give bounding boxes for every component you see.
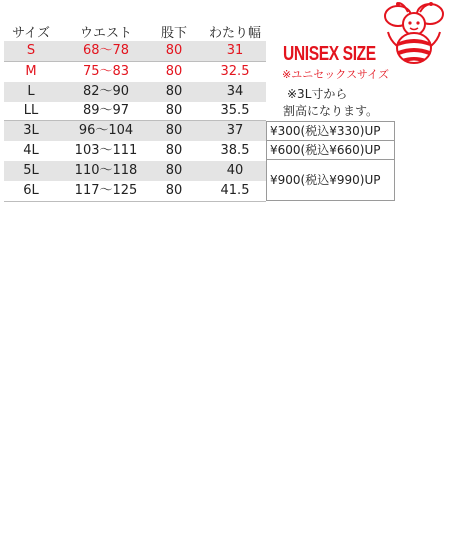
- cell-thigh: 38.5: [220, 143, 250, 158]
- table-row: [4, 181, 266, 201]
- cell-thigh: 34: [226, 84, 244, 99]
- cell-thigh: 40: [226, 163, 244, 178]
- price-box-3l: ¥300(税込¥330)UP: [266, 121, 395, 141]
- cell-size: 3L: [23, 123, 39, 138]
- cell-thigh: 32.5: [220, 64, 250, 79]
- row-divider: [4, 120, 266, 121]
- cell-waist: 89〜97: [82, 103, 130, 118]
- cell-inseam: 80: [165, 123, 183, 138]
- cell-thigh: 37: [226, 123, 244, 138]
- cell-inseam: 80: [165, 183, 183, 198]
- table-row: [4, 62, 266, 82]
- cell-inseam: 80: [165, 84, 183, 99]
- cell-size: 6L: [23, 183, 39, 198]
- table-row: [4, 161, 266, 181]
- cell-size: L: [27, 84, 35, 99]
- cell-thigh: 35.5: [220, 103, 250, 118]
- row-divider: [4, 61, 266, 62]
- cell-size: 4L: [23, 143, 39, 158]
- cell-waist: 82〜90: [82, 84, 130, 99]
- cell-thigh: 31: [226, 43, 244, 58]
- cell-size: 5L: [23, 163, 39, 178]
- surcharge-note-line1: ※3L寸から: [287, 87, 348, 101]
- table-row: [4, 41, 266, 61]
- cell-waist: 103〜111: [74, 143, 138, 158]
- price-box-4l: ¥600(税込¥660)UP: [266, 140, 395, 160]
- cell-size: M: [25, 64, 37, 79]
- table-row: [4, 141, 266, 161]
- cell-waist: 117〜125: [74, 183, 138, 198]
- table-row: [4, 101, 266, 121]
- header-size: サイズ: [12, 26, 50, 41]
- cell-inseam: 80: [165, 103, 183, 118]
- bee-mascot-icon: [378, 2, 450, 66]
- cell-waist: 75〜83: [82, 64, 130, 79]
- table-row: [4, 82, 266, 102]
- cell-waist: 110〜118: [74, 163, 138, 178]
- cell-inseam: 80: [165, 43, 183, 58]
- header-thigh: わたり幅: [208, 26, 261, 41]
- table-row: [4, 121, 266, 141]
- unisex-size-title: UNISEX SIZE: [283, 43, 376, 65]
- price-box-5l-6l: ¥900(税込¥990)UP: [266, 159, 395, 201]
- table-bottom-border: [4, 201, 266, 202]
- surcharge-note-line2: 割高になります。: [283, 104, 379, 118]
- unisex-size-subtitle: ※ユニセックスサイズ: [282, 68, 390, 81]
- cell-size: S: [26, 43, 36, 58]
- cell-thigh: 41.5: [220, 183, 250, 198]
- cell-size: LL: [23, 103, 39, 118]
- cell-waist: 96〜104: [78, 123, 134, 138]
- cell-inseam: 80: [165, 143, 183, 158]
- cell-inseam: 80: [165, 163, 183, 178]
- cell-waist: 68〜78: [82, 43, 130, 58]
- header-inseam: 股下: [160, 26, 187, 41]
- cell-inseam: 80: [165, 64, 183, 79]
- header-waist: ウエスト: [79, 26, 132, 41]
